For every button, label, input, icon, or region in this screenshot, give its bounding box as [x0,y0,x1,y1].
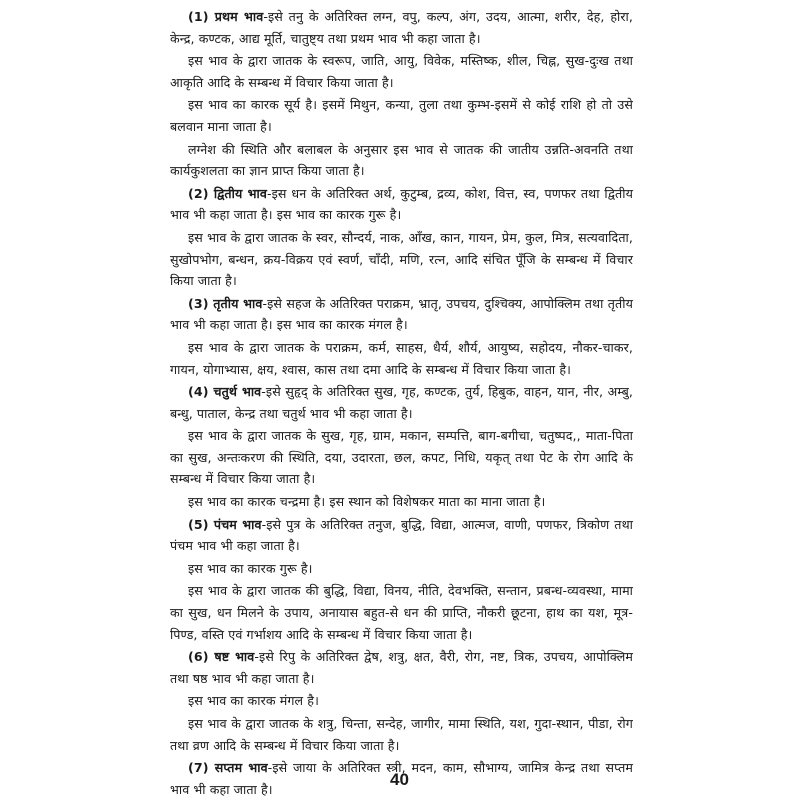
paragraph-text: -इस धन के अतिरिक्त अर्थ, कुटुम्ब, द्रव्य, कोश, वित्त, स्व, पणफर तथा द्वितीय भाव भी कहा जाता है। इस भाव का कारक गुरू है। [170,185,633,223]
body-paragraph [170,491,633,513]
body-paragraph [170,580,633,645]
section-heading: (2) द्वितीय भाव [188,185,267,201]
paragraph-text: -इसे सुहृद् के अतिरिक्त सुख, गृह, कण्टक, तुर्य, हिबुक, वाहन, यान, नीर, अम्बु, बन्धु, पाताल, केन्द्र तथा चतुर्थ भाव भी कहा जाता है। [170,384,633,421]
section-heading: (1) प्रथम भाव [188,9,264,24]
paragraph-text: इस भाव का कारक चन्द्रमा है। इस स्थान को विशेषकर माता का माना जाता है। [188,494,546,510]
paragraph-text: इस भाव के द्वारा जातक के सुख, गृह, ग्राम, मकान, सम्पत्ति, बाग-बगीचा, चतुष्पद,, माता-पिता का सुख, अन्तःकरण की स्थिति, दया, उदारता, छल, कपट, निधि, यकृत् तथा पेट के रोग आदि के सम्बन्ध में विचार किया जाता है। [170,428,633,487]
body-paragraph [170,337,633,380]
section-heading: (4) चतुर्थ भाव [188,384,262,400]
page-number: 40 [390,770,409,789]
paragraph-text: लग्नेश की स्थिति और बलाबल के अनुसार इस भाव से जातक की जातीय उन्नति-अवनति तथा कार्यकुशलता का ज्ञान प्राप्त किया जाता है। [170,141,633,179]
section-paragraph [170,646,633,689]
paragraph-text: इस भाव का कारक सूर्य है। इसमें मिथुन, कन्या, तुला तथा कुम्भ-इसमें से कोई राशि हो तो उसे बलवान माना जाता है। [170,97,633,134]
paragraph-text: इस भाव के द्वारा जातक के स्वर, सौन्दर्य, नाक, आँख, कान, गायन, प्रेम, कुल, मित्र, सत्यवादिता, सुखोपभोग, बन्धन, क्रय-विक्रय एवं स्वर्ण, चाँदी, मणि, रत्न, आदि संचित पूँजि के सम्बन्ध में विचार किया जाता है। [170,229,633,289]
body-paragraph [170,558,633,580]
body-paragraph [170,425,633,490]
paragraph-text: -इसे पुत्र के अतिरिक्त तनुज, बुद्धि, विद्या, आत्मज, वाणी, पणफर, त्रिकोण तथा पंचम भाव भी कहा जाता है। [170,516,633,554]
section-paragraph [170,293,633,336]
paragraph-text: इस भाव के द्वारा जातक की बुद्धि, विद्या, विनय, नीति, देवभक्ति, सन्तान, प्रबन्ध-व्यवस्था, मामा का सुख, धन मिलने के उपाय, अनायास बहुत-से धन की प्राप्ति, नौकरी छूटना, हाथ का यश, मूत्र-पिण्ड, वस्ति एवं गर्भाशय आदि के सम्बन्ध में विचार किया जाता है। [170,583,633,642]
body-paragraph [170,94,633,137]
paragraph-text: -इसे सहज के अतिरिक्त पराक्रम, भ्रातृ, उपचय, दुश्चिक्य, आपोक्लिम तथा तृतीय भाव भी कहा जाता है। इस भाव का कारक मंगल है। [170,295,633,333]
body-paragraph [170,227,633,292]
body-paragraph [170,139,633,182]
section-paragraph [170,6,633,49]
section-heading: (7) सप्तम भाव [188,760,268,776]
paragraph-text: इस भाव के द्वारा जातक के शत्रु, चिन्ता, सन्देह, जागीर, मामा स्थिति, यश, गुदा-स्थान, पीडा, रोग तथा व्रण आदि के सम्बन्ध में विचार किया जाता है। [170,716,633,753]
body-paragraph [170,690,633,712]
paragraph-text: इस भाव के द्वारा जातक के पराक्रम, कर्म, साहस, धैर्य, शौर्य, आयुष्य, सहोदय, नौकर-चाकर, गायन, योगाभ्यास, क्षय, श्वास, कास तथा दमा आदि के सम्बन्ध में विचार किया जाता है। [170,339,633,377]
section-paragraph [170,381,633,424]
section-heading: (6) षष्ट भाव [188,649,255,665]
paragraph-text: -इसे रिपु के अतिरिक्त द्वेष, शत्रु, क्षत, वैरी, रोग, नष्ट, त्रिक, उपचय, आपोक्लिम तथा षष्ठ भाव भी कहा जाता है। [170,649,633,686]
paragraph-text: इस भाव के द्वारा जातक के स्वरूप, जाति, आयु, विवेक, मस्तिष्क, शील, चिह्न, सुख-दुःख तथा आकृति आदि के सम्बन्ध में विचार किया जाता है। [170,53,633,90]
body-paragraph [170,713,633,756]
body-paragraph [170,50,633,93]
section-heading: (3) तृतीय भाव [188,295,263,311]
text-body [170,6,633,800]
section-paragraph [170,183,633,226]
paragraph-text: इस भाव का कारक गुरू है। [188,560,313,576]
paragraph-text: इस भाव का कारक मंगल है। [188,693,319,709]
paragraph-text: -इसे तनु के अतिरिक्त लग्न, वपु, कल्प, अंग, उदय, आत्मा, शरीर, देह, होरा, केन्द्र, कण्टक, आद्य मूर्ति, चातुष्ट्य तथा प्रथम भाव भी कहा जाता है। [170,9,634,46]
section-paragraph [170,514,633,557]
paragraph-text: -इसे जाया के अतिरिक्त स्त्री, मदन, काम, सौभाग्य, जामित्र केन्द्र तथा सप्तम भाव भी कहा जाता है। [170,760,633,797]
section-heading: (5) पंचम भाव [188,516,262,532]
